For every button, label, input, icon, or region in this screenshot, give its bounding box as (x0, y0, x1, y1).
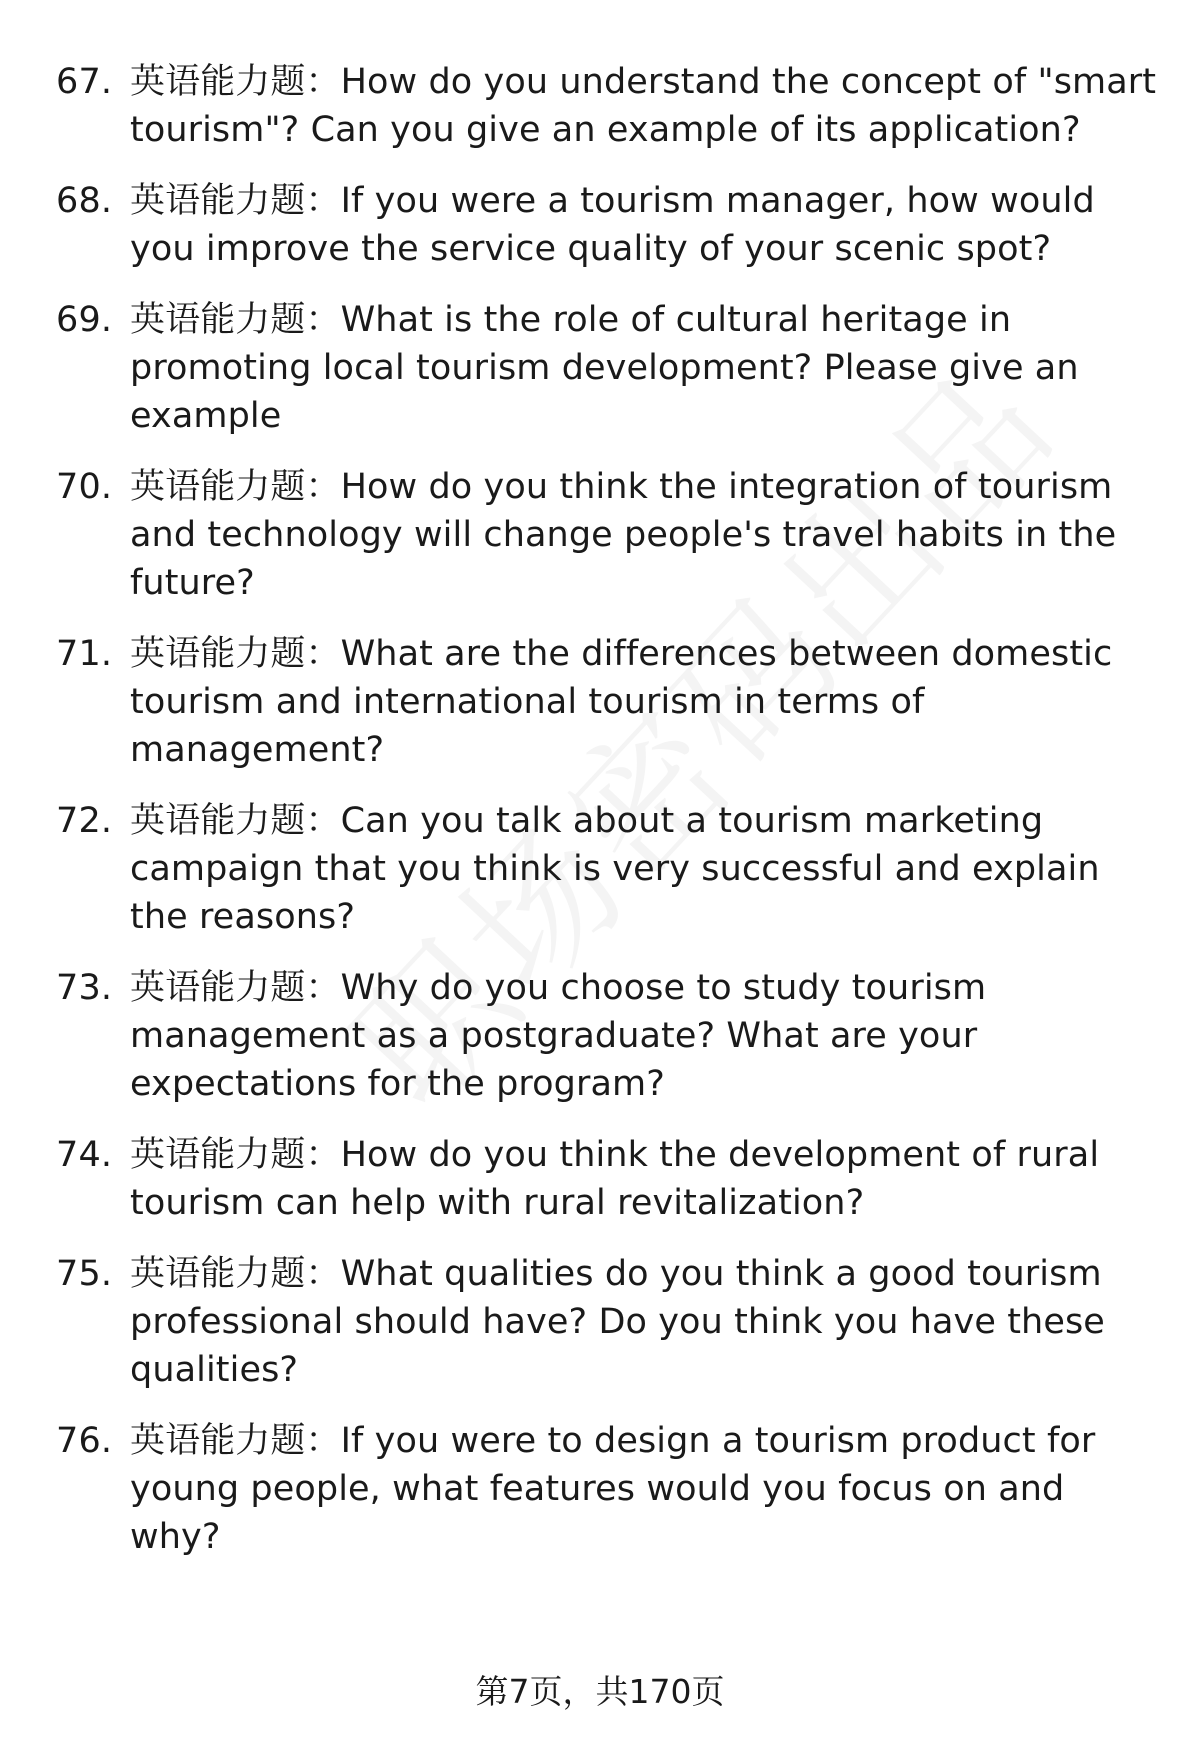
question-item-72 (56, 797, 1166, 941)
question-item-70 (56, 463, 1166, 607)
question-item-69 (56, 296, 1166, 440)
question-item-75 (56, 1250, 1166, 1394)
page-footer: 第7页，共170页 (475, 1672, 725, 1711)
question-number: 69. (56, 300, 113, 340)
question-text: 英语能力题：What are the differences between domestic tourism and international tourism in terms of management? (130, 634, 1113, 770)
question-text: 英语能力题：Can you talk about a tourism marketing campaign that you think is very successful and explain the reasons? (130, 801, 1100, 937)
question-number: 72. (56, 801, 113, 841)
question-list (56, 58, 1166, 1584)
question-text: 英语能力题：How do you think the integration of tourism and technology will change people's travel habits in the future? (130, 467, 1117, 603)
question-text: 英语能力题：How do you understand the concept of "smart tourism"? Can you give an example of its application? (130, 62, 1157, 150)
question-item-74 (56, 1131, 1166, 1227)
question-number: 71. (56, 634, 113, 674)
question-item-71 (56, 630, 1166, 774)
question-text: 英语能力题：Why do you choose to study tourism management as a postgraduate? What are your expectations for the program? (130, 968, 987, 1104)
question-text: 英语能力题：If you were to design a tourism product for young people, what features would you focus on and why? (130, 1421, 1096, 1557)
question-item-68 (56, 177, 1166, 273)
question-number: 67. (56, 62, 113, 102)
question-number: 74. (56, 1135, 113, 1175)
question-number: 73. (56, 968, 113, 1008)
question-item-67 (56, 58, 1166, 154)
question-text: 英语能力题：How do you think the development of rural tourism can help with rural revitalization? (130, 1135, 1100, 1223)
question-text: 英语能力题：What qualities do you think a good tourism professional should have? Do you think you have these qualities? (130, 1254, 1105, 1390)
question-number: 68. (56, 181, 113, 221)
question-number: 76. (56, 1421, 113, 1461)
question-item-76 (56, 1417, 1166, 1561)
question-text: 英语能力题：What is the role of cultural heritage in promoting local tourism development? Please give an example (130, 300, 1079, 436)
question-number: 75. (56, 1254, 113, 1294)
question-number: 70. (56, 467, 113, 507)
question-item-73 (56, 964, 1166, 1108)
question-text: 英语能力题：If you were a tourism manager, how would you improve the service quality of your scenic spot? (130, 181, 1095, 269)
